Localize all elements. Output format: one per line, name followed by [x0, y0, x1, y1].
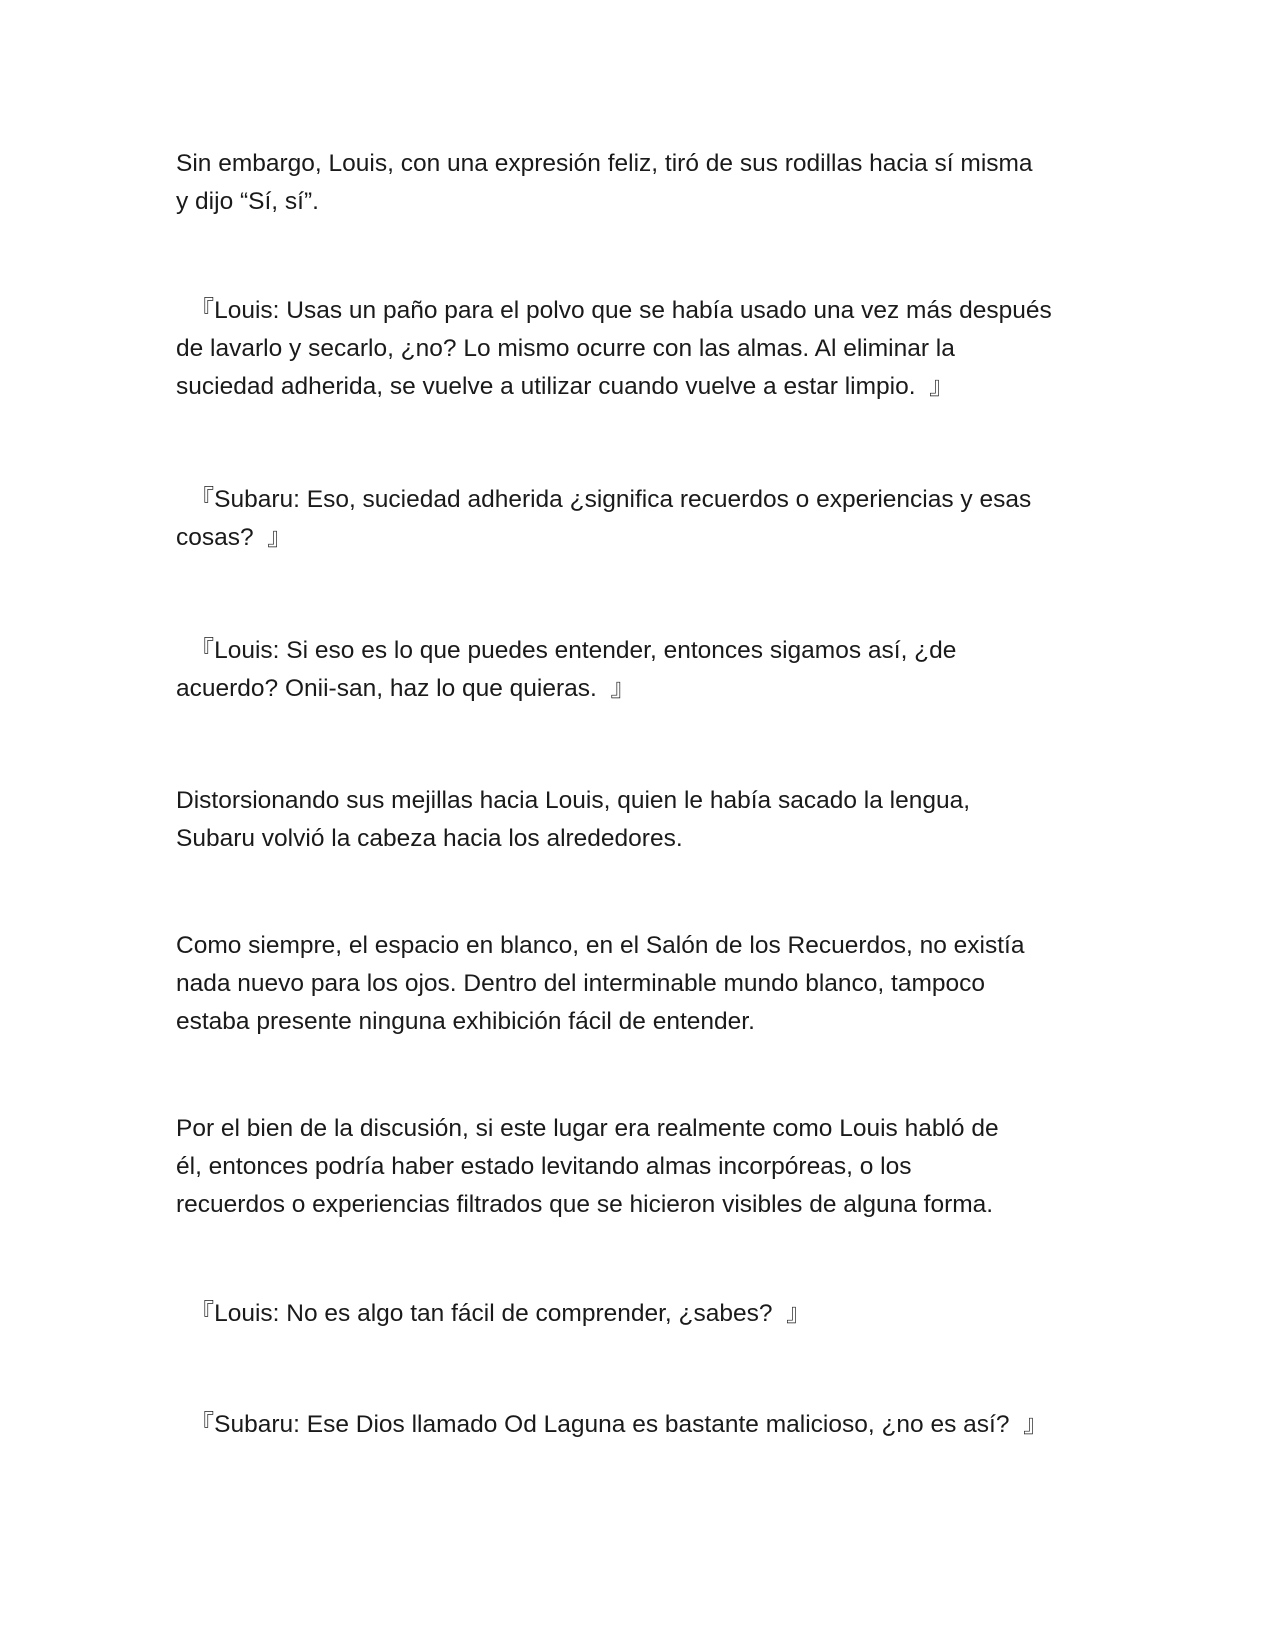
paragraph-6: [176, 927, 1106, 1041]
paragraph-line: suciedad adherida, se vuelve a utilizar cuando vuelve a estar limpio. 』: [176, 373, 954, 400]
paragraph-2-dialogue: [176, 292, 1106, 406]
paragraph-line: Sin embargo, Louis, con una expresión feliz, tiró de sus rodillas hacia sí misma: [176, 150, 1033, 177]
paragraph-line: de lavarlo y secarlo, ¿no? Lo mismo ocurre con las almas. Al eliminar la: [176, 335, 955, 362]
paragraph-1: [176, 145, 1106, 221]
paragraph-line: Como siempre, el espacio en blanco, en el Salón de los Recuerdos, no existía: [176, 932, 1025, 959]
paragraph-line: 『Louis: Si eso es lo que puedes entender, entonces sigamos así, ¿de: [176, 637, 957, 664]
paragraph-3-dialogue: [176, 481, 1106, 557]
paragraph-9-dialogue: [176, 1406, 1106, 1444]
paragraph-line: 『Louis: No es algo tan fácil de comprender, ¿sabes? 』: [176, 1300, 811, 1327]
paragraph-line: 『Subaru: Eso, suciedad adherida ¿significa recuerdos o experiencias y esas: [176, 486, 1032, 513]
paragraph-7: [176, 1110, 1106, 1224]
paragraph-line: Distorsionando sus mejillas hacia Louis, quien le había sacado la lengua,: [176, 787, 971, 814]
paragraph-line: Subaru volvió la cabeza hacia los alrededores.: [176, 825, 683, 852]
paragraph-8-dialogue: [176, 1295, 1106, 1333]
paragraph-line: 『Subaru: Ese Dios llamado Od Laguna es bastante malicioso, ¿no es así? 』: [176, 1411, 1048, 1438]
paragraph-line: cosas? 』: [176, 524, 292, 551]
paragraph-line: y dijo “Sí, sí”.: [176, 188, 319, 215]
paragraph-line: Por el bien de la discusión, si este lugar era realmente como Louis habló de: [176, 1115, 999, 1142]
paragraph-line: 『Louis: Usas un paño para el polvo que se había usado una vez más después: [176, 297, 1052, 324]
paragraph-line: estaba presente ninguna exhibición fácil de entender.: [176, 1008, 755, 1035]
paragraph-4-dialogue: [176, 632, 1106, 708]
paragraph-line: recuerdos o experiencias filtrados que se hicieron visibles de alguna forma.: [176, 1191, 994, 1218]
paragraph-5: [176, 782, 1106, 858]
paragraph-line: acuerdo? Onii-san, haz lo que quieras. 』: [176, 675, 635, 702]
paragraph-line: nada nuevo para los ojos. Dentro del interminable mundo blanco, tampoco: [176, 970, 986, 997]
paragraph-line: él, entonces podría haber estado levitando almas incorpóreas, o los: [176, 1153, 912, 1180]
